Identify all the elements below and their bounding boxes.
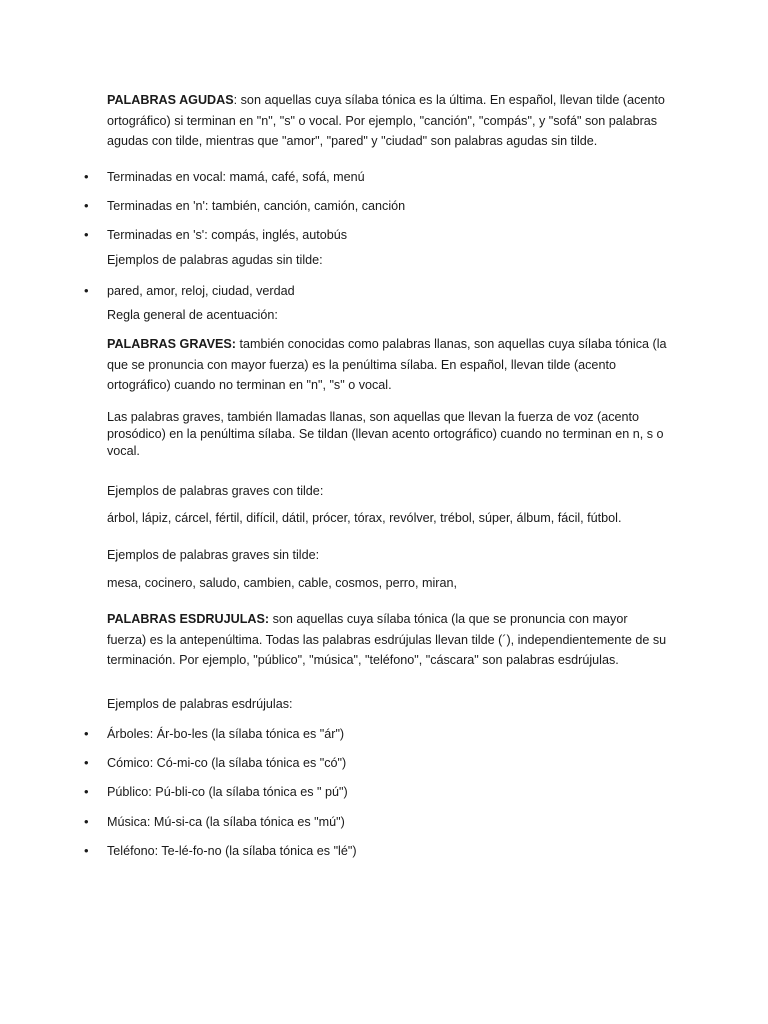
list-item bbox=[0, 225, 768, 245]
bullet-icon: • bbox=[84, 283, 89, 298]
list-item-text: Cómico: Có-mi-co (la sílaba tónica es "có") bbox=[107, 756, 347, 770]
list-item-text: Música: Mú-si-ca (la sílaba tónica es "mú") bbox=[107, 815, 345, 829]
graves-con-tilde-label: Ejemplos de palabras graves con tilde: bbox=[107, 484, 324, 498]
agudas-heading: PALABRAS AGUDAS bbox=[107, 93, 234, 107]
list-item bbox=[0, 167, 768, 187]
list-item-text: Terminadas en 'n': también, canción, camión, canción bbox=[107, 199, 406, 213]
graves-text: también conocidas como palabras llanas, son aquellas cuya sílaba tónica (la que se pronuncia con mayor fuerza) es la penúltima sílaba. En español, llevan tilde (acento ortográfico) cuando no terminan en "n", "s" o vocal. bbox=[107, 337, 667, 392]
esdrujulas-text: son aquellas cuya sílaba tónica (la que se pronuncia con mayor fuerza) es la antepenúltima. Todas las palabras esdrújulas llevan tilde (´), independientemente de su terminación. Por ejemplo, "público", "música", "teléfono", "cáscara" son palabras esdrújulas. bbox=[107, 612, 667, 667]
list-item bbox=[0, 281, 768, 301]
bullet-icon: • bbox=[84, 784, 89, 799]
list-item-text: Público: Pú-bli-co (la sílaba tónica es " pú") bbox=[107, 785, 348, 799]
list-item-text: pared, amor, reloj, ciudad, verdad bbox=[107, 284, 295, 298]
bullet-icon: • bbox=[84, 169, 89, 184]
graves-heading: PALABRAS GRAVES: bbox=[107, 337, 236, 351]
list-item-text: Teléfono: Te-lé-fo-no (la sílaba tónica es "lé") bbox=[107, 844, 357, 858]
bullet-icon: • bbox=[84, 814, 89, 829]
list-item bbox=[0, 724, 768, 744]
graves-con-tilde-examples: árbol, lápiz, cárcel, fértil, difícil, dátil, prócer, tórax, revólver, trébol, súper, álbum, fácil, fútbol. bbox=[107, 511, 622, 525]
list-item bbox=[0, 812, 768, 832]
esdrujulas-examples-label: Ejemplos de palabras esdrújulas: bbox=[107, 697, 293, 711]
list-item-text: Terminadas en 's': compás, inglés, autobús bbox=[107, 228, 348, 242]
esdrujulas-heading: PALABRAS ESDRUJULAS: bbox=[107, 612, 270, 626]
esdrujulas-paragraph bbox=[107, 609, 667, 671]
bullet-icon: • bbox=[84, 755, 89, 770]
list-item bbox=[0, 753, 768, 773]
graves-sin-tilde-label: Ejemplos de palabras graves sin tilde: bbox=[107, 548, 320, 562]
list-item-text: Terminadas en vocal: mamá, café, sofá, menú bbox=[107, 170, 365, 184]
agudas-text: : son aquellas cuya sílaba tónica es la última. En español, llevan tilde (acento ortográfico) si terminan en "n", "s" o vocal. Por ejemplo, "canción", "compás", y "sofá" son palabras agudas con tilde, mientras que "amor", "pared" y "ciudad" son palabras agudas sin tilde. bbox=[107, 93, 665, 148]
bullet-icon: • bbox=[84, 227, 89, 242]
list-item bbox=[0, 782, 768, 802]
list-item bbox=[0, 196, 768, 216]
graves-paragraph bbox=[107, 334, 667, 396]
agudas-sin-tilde-label: Ejemplos de palabras agudas sin tilde: bbox=[107, 253, 323, 267]
graves-sin-tilde-examples: mesa, cocinero, saludo, cambien, cable, cosmos, perro, miran, bbox=[107, 576, 457, 590]
agudas-paragraph bbox=[107, 90, 667, 152]
bullet-icon: • bbox=[84, 726, 89, 741]
graves-paragraph-2: Las palabras graves, también llamadas llanas, son aquellas que llevan la fuerza de voz (acento prosódico) en la penúltima sílaba. Se tildan (llevan acento ortográfico) cuando no terminan en n, s o vocal. bbox=[107, 410, 664, 458]
bullet-icon: • bbox=[84, 198, 89, 213]
regla-general-label: Regla general de acentuación: bbox=[107, 308, 278, 322]
list-item bbox=[0, 841, 768, 861]
list-item-text: Árboles: Ár-bo-les (la sílaba tónica es "ár") bbox=[107, 727, 345, 741]
bullet-icon: • bbox=[84, 843, 89, 858]
